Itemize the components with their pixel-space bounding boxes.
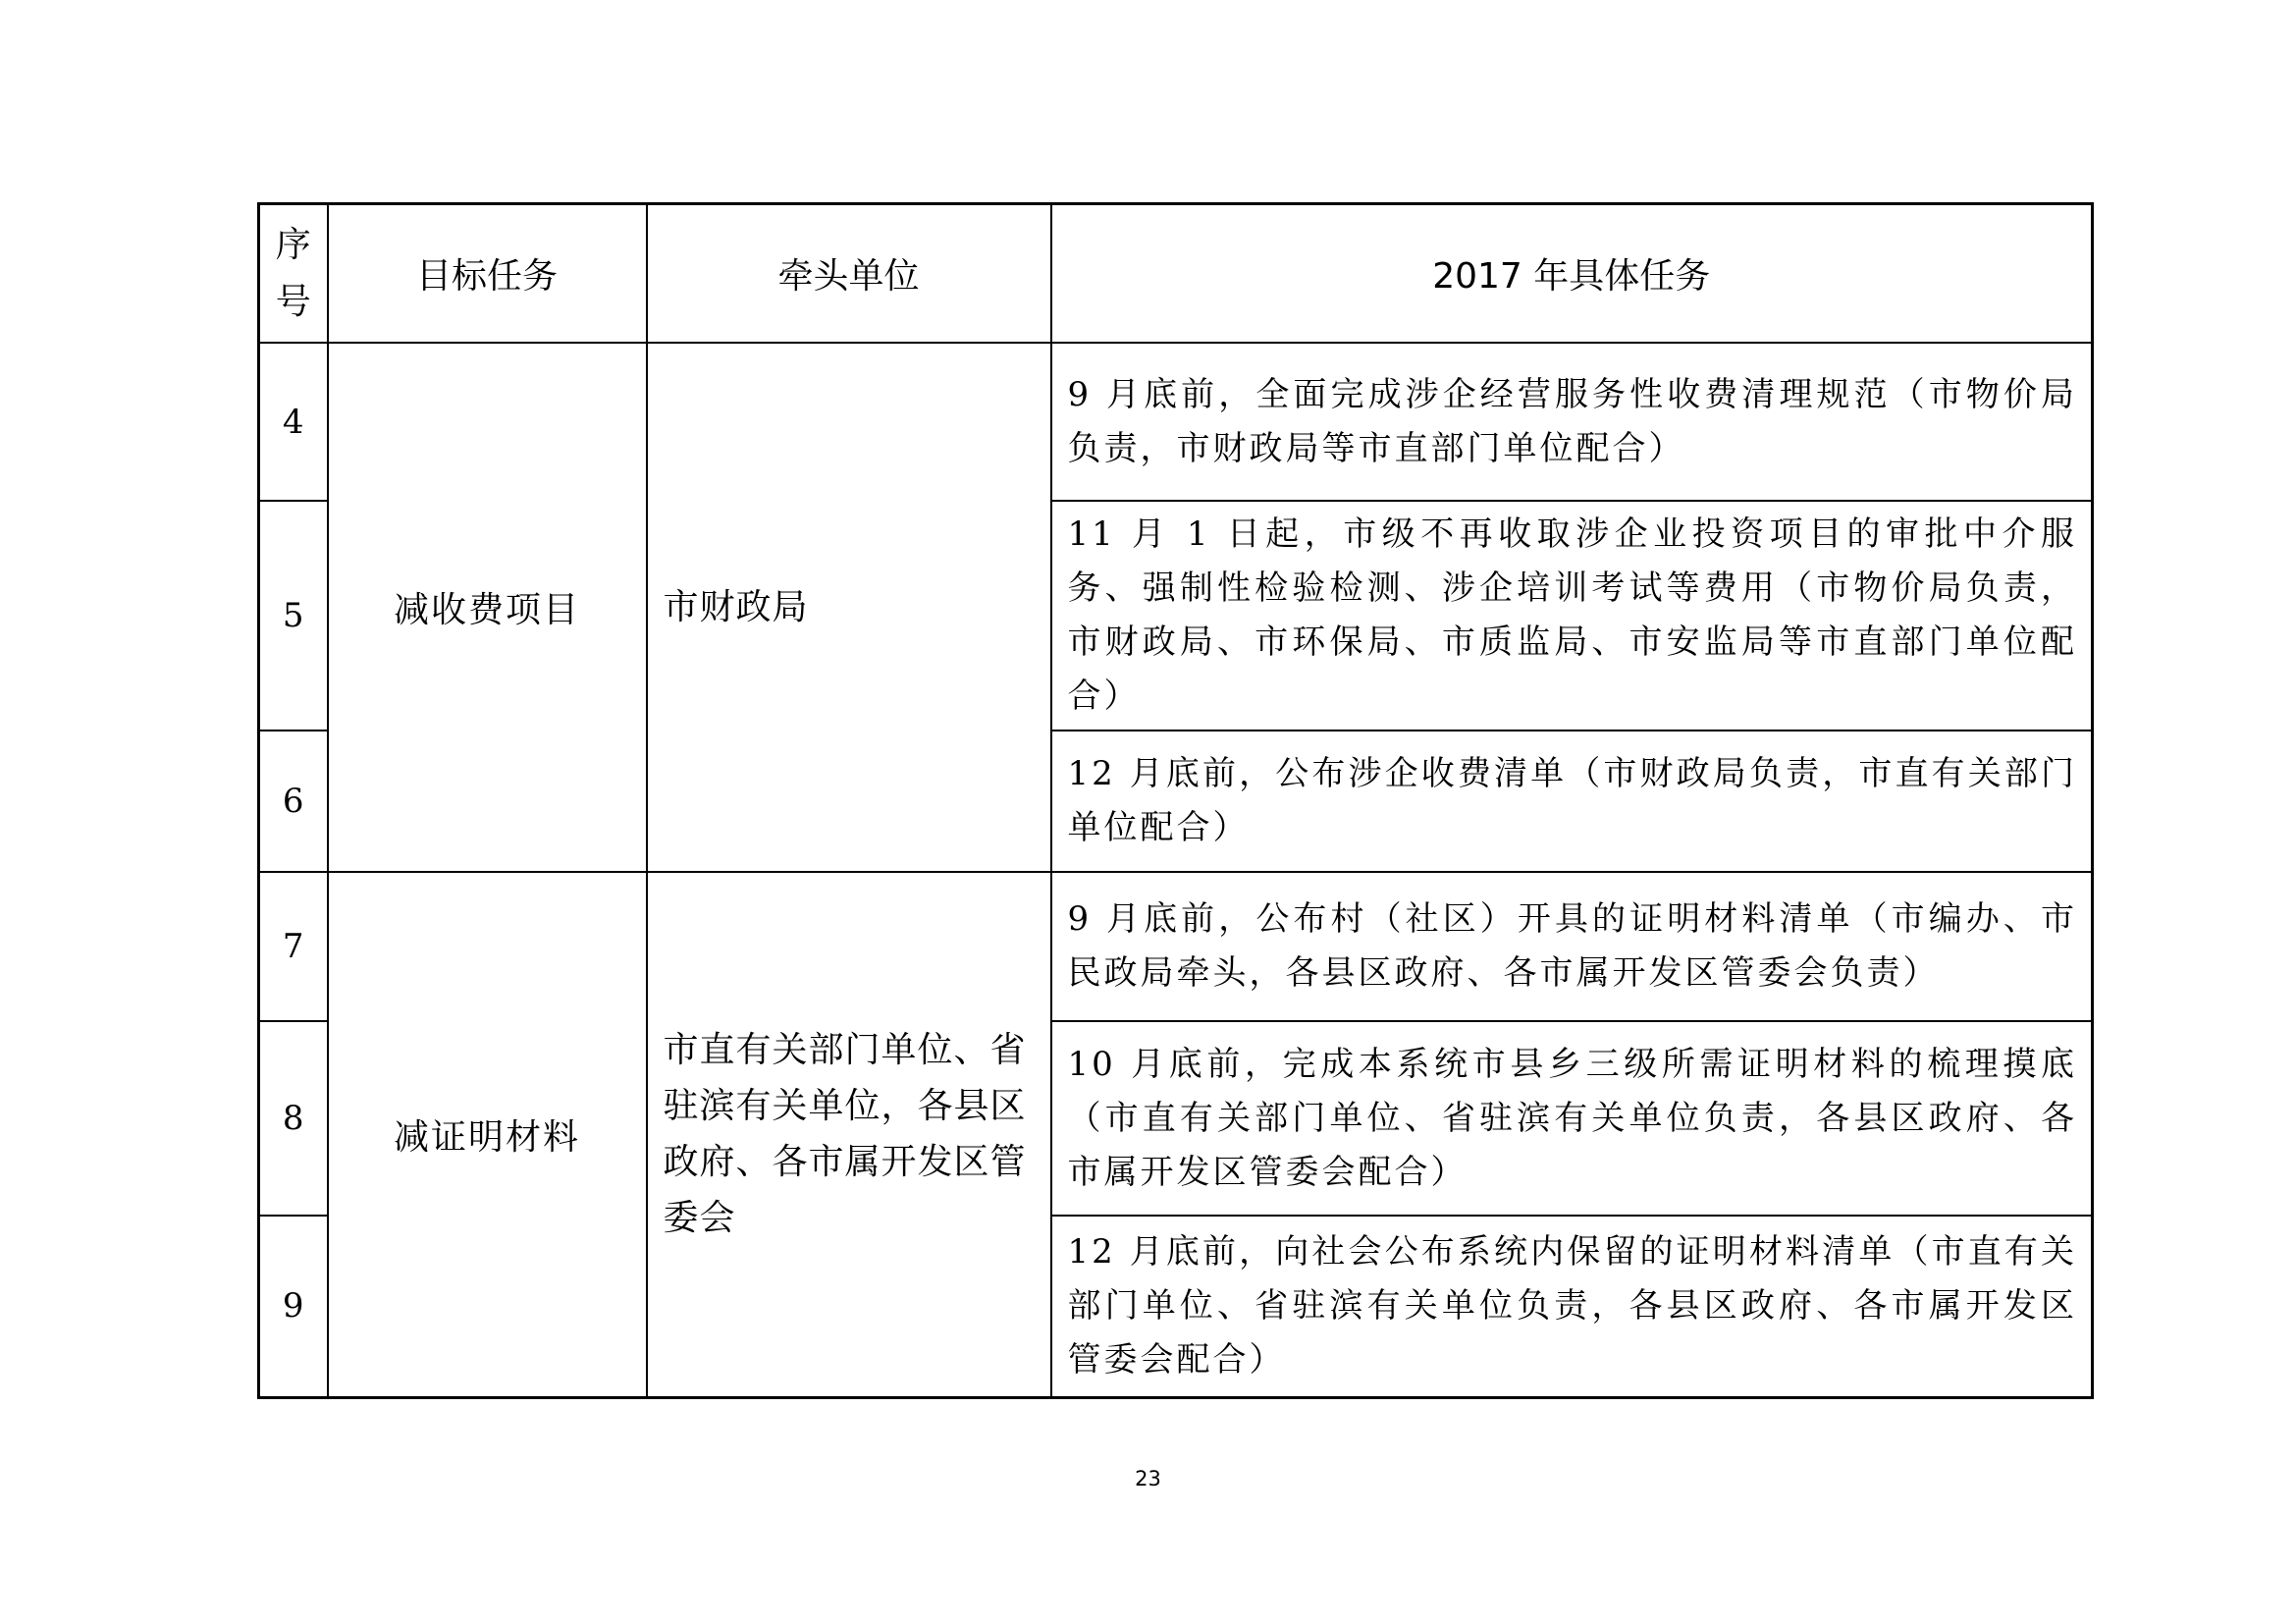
- target-cell: 减收费项目: [328, 343, 647, 872]
- task-cell: 9 月底前，全面完成涉企经营服务性收费清理规范（市物价局负责，市财政局等市直部门单位配合）: [1051, 343, 2093, 501]
- lead-cell: 市直有关部门单位、省驻滨有关单位，各县区政府、各市属开发区管委会: [647, 872, 1051, 1397]
- row-seq: 5: [259, 501, 328, 731]
- header-task: 2017 年具体任务: [1051, 204, 2093, 344]
- row-seq: 8: [259, 1021, 328, 1216]
- page-number: 23: [1135, 1467, 1161, 1490]
- task-cell: 9 月底前，公布村（社区）开具的证明材料清单（市编办、市民政局牵头，各县区政府、各市属开发区管委会负责）: [1051, 872, 2093, 1021]
- row-seq: 7: [259, 872, 328, 1021]
- target-cell: 减证明材料: [328, 872, 647, 1397]
- row-seq: 6: [259, 731, 328, 872]
- header-seq-line2: 号: [275, 281, 311, 322]
- table-header-row: [259, 204, 2093, 344]
- header-target: 目标任务: [328, 204, 647, 344]
- task-table: [257, 202, 2094, 1399]
- header-seq: [259, 204, 328, 344]
- row-seq: 4: [259, 343, 328, 501]
- task-cell: 10 月底前，完成本系统市县乡三级所需证明材料的梳理摸底（市直有关部门单位、省驻滨有关单位负责，各县区政府、各市属开发区管委会配合）: [1051, 1021, 2093, 1216]
- lead-cell: 市财政局: [647, 343, 1051, 872]
- header-seq-line1: 序: [275, 224, 311, 265]
- row-seq: 9: [259, 1216, 328, 1397]
- table-row: [259, 872, 2093, 1021]
- task-cell: 12 月底前，公布涉企收费清单（市财政局负责，市直有关部门单位配合）: [1051, 731, 2093, 872]
- task-cell: 12 月底前，向社会公布系统内保留的证明材料清单（市直有关部门单位、省驻滨有关单位负责，各县区政府、各市属开发区管委会配合）: [1051, 1216, 2093, 1397]
- task-cell: 11 月 1 日起，市级不再收取涉企业投资项目的审批中介服务、强制性检验检测、涉企培训考试等费用（市物价局负责，市财政局、市环保局、市质监局、市安监局等市直部门单位配合）: [1051, 501, 2093, 731]
- table-row: [259, 343, 2093, 501]
- header-lead: 牵头单位: [647, 204, 1051, 344]
